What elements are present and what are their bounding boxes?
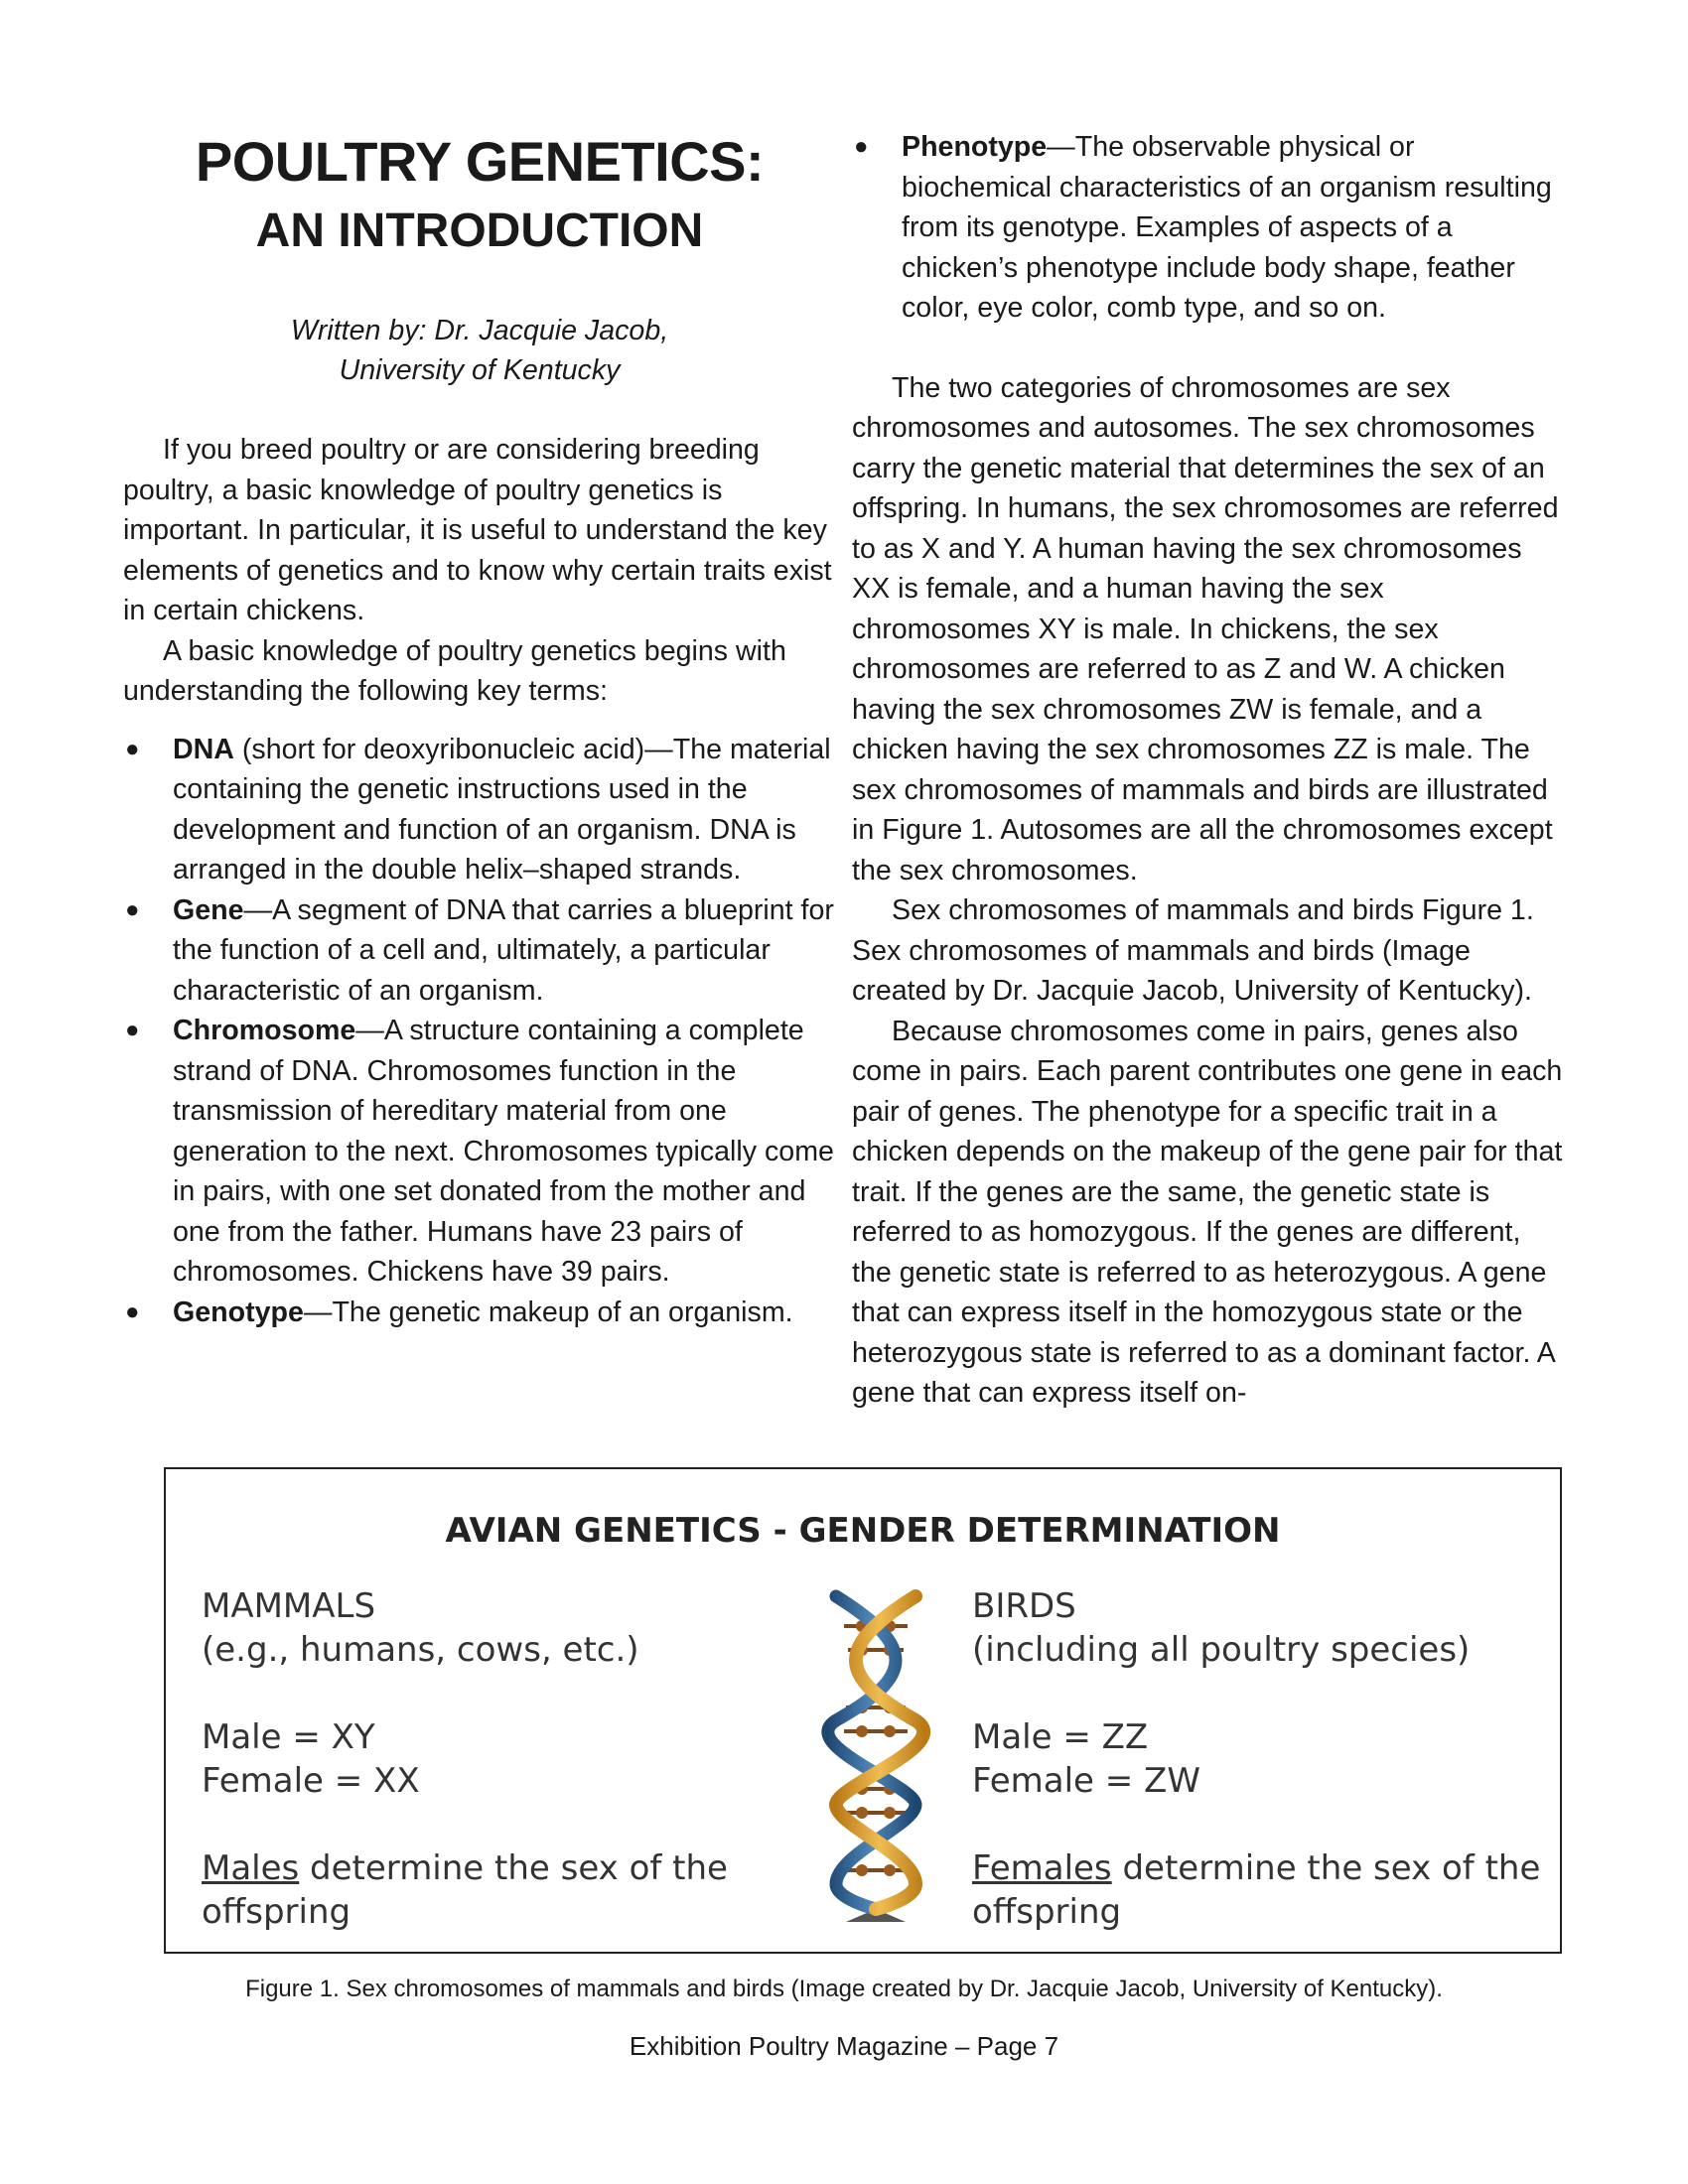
byline-author: Written by: Dr. Jacquie Jacob,: [290, 315, 669, 346]
left-column: [123, 124, 836, 1332]
birds-note-emphasis: Females: [972, 1848, 1112, 1888]
figure-title: AVIAN GENETICS - GENDER DETERMINATION: [445, 1511, 1281, 1551]
list-item: [123, 1011, 836, 1293]
right-column: [852, 127, 1565, 1414]
term-definition: —A segment of DNA that carries a blueprint for the function of a cell and, ultimately, a particular characteristic of an organism.: [173, 893, 834, 1007]
page-footer: Exhibition Poultry Magazine – Page 7: [629, 2031, 1059, 2061]
mammals-subheading: (e.g., humans, cows, etc.): [202, 1630, 639, 1670]
term-name: Genotype: [173, 1296, 304, 1328]
mammals-panel: [202, 1584, 797, 1934]
article-title: POULTRY GENETICS:: [195, 130, 765, 193]
mammals-note-text: determine the sex of the: [299, 1848, 728, 1888]
body-paragraph: Sex chromosomes of mammals and birds Figure 1. Sex chromosomes of mammals and birds (Image created by Dr. Jacquie Jacob, University of Kentucky).: [852, 894, 1534, 1007]
article-subtitle: AN INTRODUCTION: [255, 205, 704, 257]
birds-note-text: determine the sex of the: [1111, 1848, 1541, 1888]
birds-note: [972, 1846, 1558, 1890]
bullet-icon: ●: [125, 1297, 140, 1325]
term-name: DNA: [173, 733, 234, 765]
bullet-icon: ●: [125, 895, 140, 923]
figure-1: [164, 1467, 1562, 1954]
term-definition: —The observable physical or biochemical characteristics of an organism resulting from its genotype. Examples of aspects of a chicken’s phenotype include body shape, feather color, eye color, comb type, and so on.: [902, 131, 1552, 324]
bullet-icon: ●: [125, 1017, 140, 1043]
birds-male: Male = ZZ: [972, 1717, 1149, 1757]
birds-subheading: (including all poultry species): [972, 1630, 1471, 1670]
key-terms-list: [123, 730, 836, 1333]
term-definition: (short for deoxyribonucleic acid)—The material containing the genetic instructions used in the development and function of an organism. DNA is arranged in the double helix–shaped strands.: [173, 733, 831, 886]
mammals-heading: MAMMALS: [202, 1586, 376, 1626]
body-paragraph: Because chromosomes come in pairs, genes also come in pairs. Each parent contributes one gene in each pair of genes. The phenotype for a specific trait in a chicken depends on the makeup of the gene pair for that trait. If the genes are the same, the genetic state is referred to as homozygous. If the genes are different, the genetic state is referred to as heterozygous. A gene that can express itself in the homozygous state or the heterozygous state is referred to as a dominant factor. A gene that can express itself on-: [852, 1015, 1563, 1409]
term-name: Gene: [173, 893, 244, 926]
birds-female: Female = ZW: [972, 1761, 1200, 1801]
byline: [123, 311, 836, 390]
byline-affiliation: University of Kentucky: [339, 354, 621, 386]
bullet-icon: ●: [854, 133, 869, 160]
mammals-note-line2: offspring: [202, 1892, 352, 1932]
body-paragraph: The two categories of chromosomes are sex chromosomes and autosomes. The sex chromosomes carry the genetic material that determines the sex of an offspring. In humans, the sex chromosomes are referred to as X and Y. A human having the sex chromosomes XX is female, and a human having the sex chromosomes XY is male. In chickens, the sex chromosomes are referred to as Z and W. A chicken having the sex chromosomes ZW is female, and a chicken having the sex chromosomes ZZ is male. The sex chromosomes of mammals and birds are illustrated in Figure 1. Autosomes are all the chromosomes except the sex chromosomes.: [852, 371, 1559, 887]
mammals-female: Female = XX: [202, 1761, 420, 1801]
figure-caption: Figure 1. Sex chromosomes of mammals and birds (Image created by Dr. Jacquie Jacob, University of Kentucky).: [245, 1976, 1443, 2002]
dna-helix-icon: [806, 1586, 945, 1924]
list-item: [123, 730, 836, 890]
intro-paragraph: A basic knowledge of poultry genetics begins with understanding the following key terms:: [123, 634, 786, 707]
intro-paragraph: If you breed poultry or are considering breeding poultry, a basic knowledge of poultry genetics is important. In particular, it is useful to understand the key elements of genetics and to know why certain traits exist in certain chickens.: [123, 434, 832, 626]
mammals-note-emphasis: Males: [202, 1848, 300, 1888]
list-item: [123, 890, 836, 1012]
term-name: Chromosome: [173, 1015, 356, 1046]
key-terms-list-continued: [852, 127, 1565, 329]
term-definition: —The genetic makeup of an organism.: [303, 1296, 793, 1328]
mammals-note: [202, 1846, 797, 1890]
birds-note-line2: offspring: [972, 1892, 1122, 1932]
list-item: [852, 127, 1565, 329]
birds-panel: [972, 1584, 1558, 1934]
term-definition: —A structure containing a complete strand of DNA. Chromosomes function in the transmission of hereditary material from one generation to the next. Chromosomes typically come in pairs, with one set donated from the mother and one from the father. Humans have 23 pairs of chromosomes. Chickens have 39 pairs.: [173, 1015, 834, 1288]
list-item: [123, 1293, 836, 1333]
mammals-male: Male = XY: [202, 1717, 375, 1757]
term-name: Phenotype: [902, 131, 1048, 163]
bullet-icon: ●: [125, 735, 140, 762]
birds-heading: BIRDS: [972, 1586, 1076, 1626]
